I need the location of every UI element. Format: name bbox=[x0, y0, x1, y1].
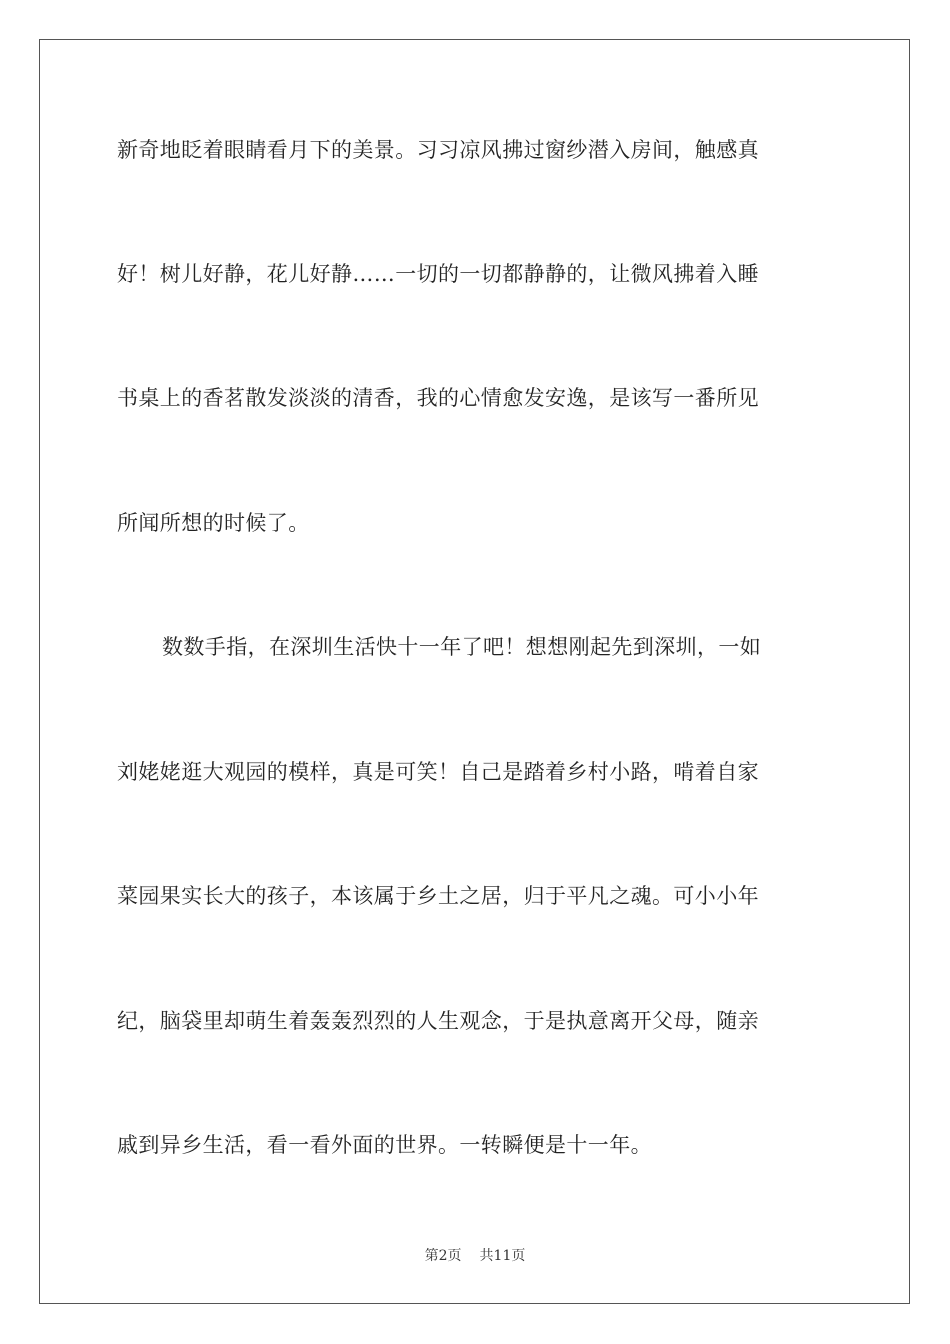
page-total: 共11页 bbox=[479, 1248, 526, 1264]
paragraph-1-line-1: 新奇地眨着眼睛看月下的美景。习习凉风拂过窗纱潜入房间，触感真 bbox=[117, 138, 759, 162]
page-footer bbox=[0, 1245, 950, 1265]
paragraph-2-line-5: 戚到异乡生活，看一看外面的世界。一转瞬便是十一年。 bbox=[117, 1133, 652, 1157]
paragraph-2-line-1: 数数手指，在深圳生活快十一年了吧！想想刚起先到深圳，一如 bbox=[162, 635, 762, 659]
paragraph-2-line-2: 刘姥姥逛大观园的模样，真是可笑！自己是踏着乡村小路，啃着自家 bbox=[117, 760, 759, 784]
page-number: 第2页 bbox=[424, 1248, 462, 1264]
paragraph-2-line-3: 菜园果实长大的孩子，本该属于乡土之居，归于平凡之魂。可小小年 bbox=[117, 884, 759, 908]
page-border bbox=[39, 39, 910, 1304]
paragraph-1-line-3: 书桌上的香茗散发淡淡的清香，我的心情愈发安逸，是该写一番所见 bbox=[117, 386, 759, 410]
paragraph-1-line-4: 所闻所想的时候了。 bbox=[117, 511, 310, 535]
paragraph-1-line-2: 好！树儿好静，花儿好静……一切的一切都静静的，让微风拂着入睡 bbox=[117, 262, 759, 286]
paragraph-2-line-4: 纪，脑袋里却萌生着轰轰烈烈的人生观念，于是执意离开父母，随亲 bbox=[117, 1009, 759, 1033]
